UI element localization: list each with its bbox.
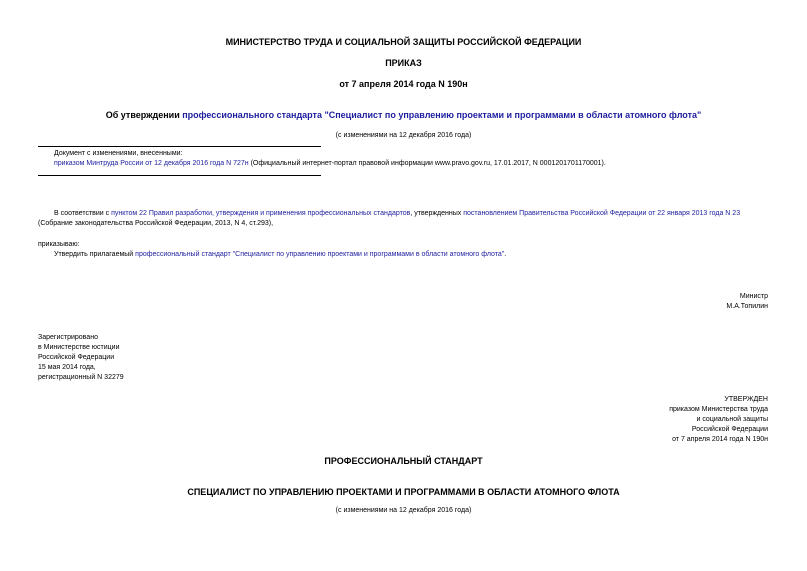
paragraph-1-line-1 [54,209,740,219]
p2-text-b: . [504,251,507,258]
doc-type-heading: ПРИКАЗ [385,58,422,68]
approval-line: Российской Федерации [691,426,768,433]
changes-source: (Официальный интернет-портал правовой информации www.pravo.gov.ru, 17.01.2017, N 0001201701170001). [248,160,606,167]
paragraph-2 [54,250,506,260]
signature-name: М.А.Топилин [726,303,768,310]
p1-text-a: В соответствии с [54,210,112,217]
registration-line: регистрационный N 32279 [38,374,124,381]
registration-block [38,333,124,383]
registration-line: 15 мая 2014 года, [38,364,96,371]
doc-date: от 7 апреля 2014 года N 190н [339,79,468,89]
approval-line: от 7 апреля 2014 года N 190н [672,436,768,443]
registration-line: в Министерстве юстиции [38,344,120,351]
ministry-heading: МИНИСТЕРСТВО ТРУДА И СОЦИАЛЬНОЙ ЗАЩИТЫ РОССИЙСКОЙ ФЕДЕРАЦИИ [225,37,582,47]
standard-heading: ПРОФЕССИОНАЛЬНЫЙ СТАНДАРТ [324,456,483,466]
standard-name: СПЕЦИАЛИСТ ПО УПРАВЛЕНИЮ ПРОЕКТАМИ И ПРОГРАММАМИ В ОБЛАСТИ АТОМНОГО ФЛОТА [187,487,620,497]
approval-line: и социальной защиты [696,416,768,423]
changes-detail [54,159,606,169]
standard-amendment-note: (с изменениями на 12 декабря 2016 года) [335,507,472,514]
registration-line: Российской Федерации [38,354,115,361]
doc-title [0,110,807,120]
registration-line: Зарегистрировано [38,334,98,341]
changes-intro: Документ с изменениями, внесенными: [54,150,183,157]
changes-top-rule [38,146,321,147]
signature-position: Министр [739,293,768,300]
doc-title-prefix: Об утверждении [105,110,183,120]
amendment-note: (с изменениями на 12 декабря 2016 года) [335,132,472,139]
rules-link[interactable]: пунктом 22 Правил разработки, утверждения и применения профессиональных стандартов [111,210,411,217]
approved-standard-link[interactable]: профессиональный стандарт "Специалист по управлению проектами и программами в области атомного флота" [135,251,505,258]
p2-text-a: Утвердить прилагаемый [54,251,136,258]
paragraph-1-line-2: (Собрание законодательства Российской Федерации, 2013, N 4, ст.293), [38,220,274,227]
standard-title-link[interactable]: профессионального стандарта "Специалист по управлению проектами и программами в области атомного флота" [182,110,702,120]
approval-block [669,395,768,445]
government-decree-link[interactable]: постановлением Правительства Российской Федерации от 22 января 2013 года N 23 [463,210,741,217]
p1-text-b: , утвержденных [410,210,464,217]
order-word: приказываю: [38,241,80,248]
approval-line: приказом Министерства труда [669,406,768,413]
changes-bottom-rule [38,175,321,176]
approval-line: УТВЕРЖДЕН [724,396,768,403]
changes-order-link[interactable]: приказом Минтруда России от 12 декабря 2016 года N 727н [54,160,249,167]
